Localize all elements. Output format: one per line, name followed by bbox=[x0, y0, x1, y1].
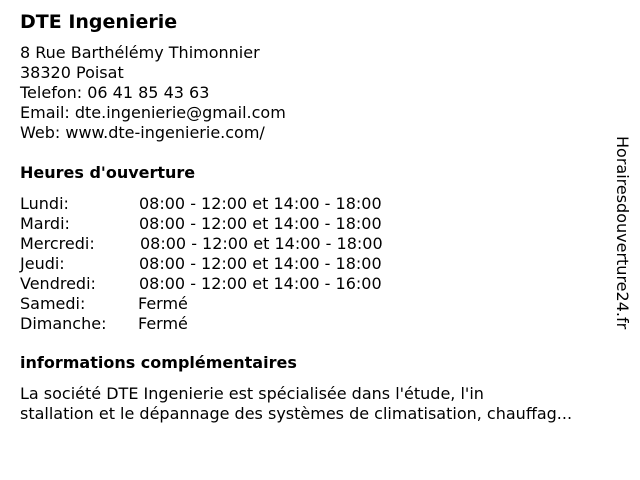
phone-text: Telefon: 06 41 85 43 63 bbox=[20, 83, 210, 102]
website-text: Web: www.dte-ingenierie.com/ bbox=[20, 123, 265, 142]
hours-heading: Heures d'ouverture bbox=[20, 163, 196, 182]
email-text: Email: dte.ingenierie@gmail.com bbox=[20, 103, 286, 122]
hours-day: Vendredi: bbox=[20, 274, 96, 293]
hours-day: Samedi: bbox=[20, 294, 86, 313]
hours-time: 08:00 - 12:00 et 14:00 - 18:00 bbox=[139, 254, 382, 273]
address-street: 8 Rue Barthélémy Thimonnier bbox=[20, 43, 260, 62]
hours-time: 08:00 - 12:00 et 14:00 - 18:00 bbox=[140, 234, 383, 253]
hours-row-sunday bbox=[20, 314, 420, 334]
info-heading: informations complémentaires bbox=[20, 353, 297, 372]
description-line: stallation et le dépannage des systèmes de climatisation, chauffag... bbox=[20, 404, 573, 423]
hours-time: Fermé bbox=[138, 294, 188, 313]
hours-time: 08:00 - 12:00 et 14:00 - 16:00 bbox=[139, 274, 382, 293]
address-city: 38320 Poisat bbox=[20, 63, 124, 82]
hours-row-saturday bbox=[20, 294, 420, 314]
contact-block bbox=[20, 43, 286, 143]
hours-time: 08:00 - 12:00 et 14:00 - 18:00 bbox=[139, 214, 382, 233]
hours-day: Mardi: bbox=[20, 214, 70, 233]
hours-row-thursday bbox=[20, 254, 420, 274]
hours-day: Jeudi: bbox=[20, 254, 65, 273]
company-name: DTE Ingenierie bbox=[20, 11, 178, 33]
hours-row-friday bbox=[20, 274, 420, 294]
hours-day: Lundi: bbox=[20, 194, 69, 213]
hours-day: Mercredi: bbox=[20, 234, 95, 253]
hours-time: 08:00 - 12:00 et 14:00 - 18:00 bbox=[139, 194, 382, 213]
hours-row-tuesday bbox=[20, 214, 420, 234]
description-line: La société DTE Ingenierie est spécialisée dans l'étude, l'in bbox=[20, 384, 484, 403]
hours-day: Dimanche: bbox=[20, 314, 107, 333]
hours-row-wednesday bbox=[20, 234, 420, 254]
hours-row-monday bbox=[20, 194, 420, 214]
site-watermark: Horairesdouverture24.fr bbox=[613, 136, 632, 330]
hours-table bbox=[20, 194, 420, 334]
hours-time: Fermé bbox=[138, 314, 188, 333]
company-description bbox=[20, 384, 620, 424]
